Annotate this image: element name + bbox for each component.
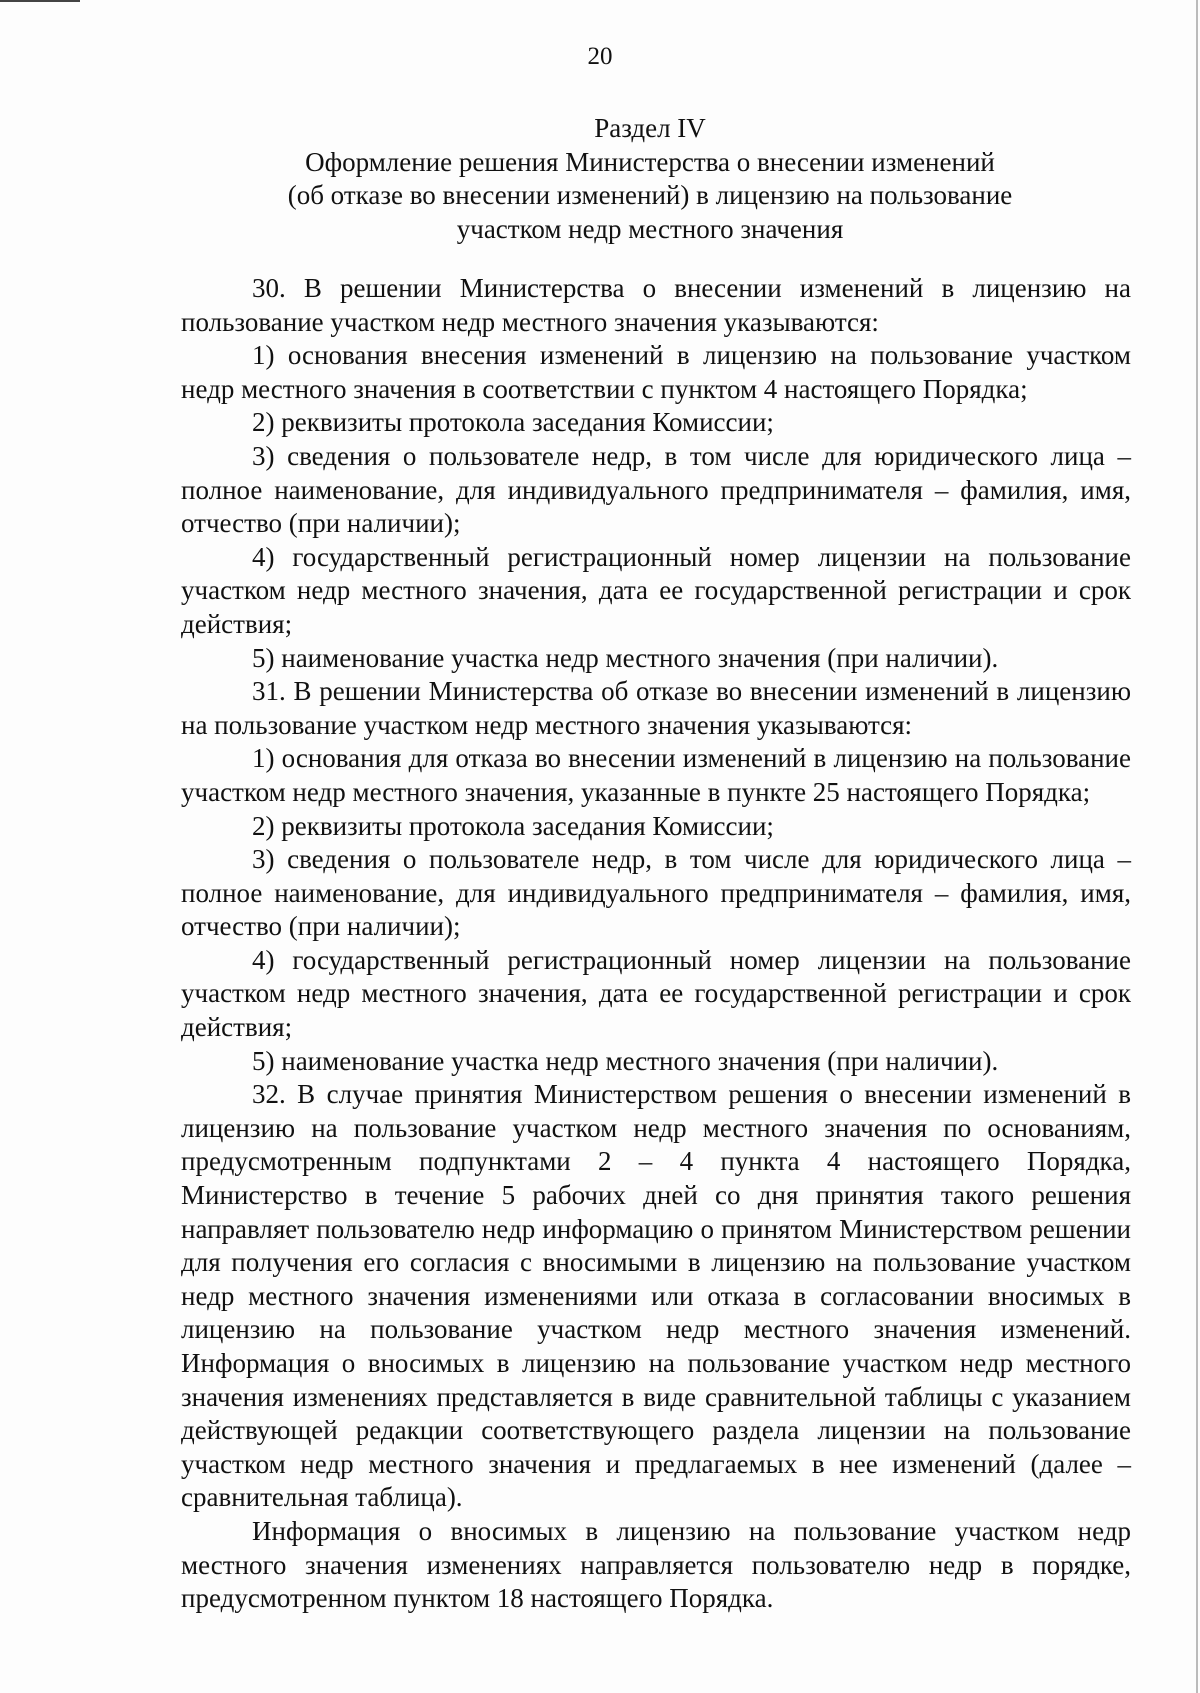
paragraph: 5) наименование участка недр местного значения (при наличии).: [252, 642, 999, 673]
scan-edge-mark: [1196, 0, 1198, 1693]
paragraph: 2) реквизиты протокола заседания Комиссии;: [252, 407, 774, 438]
paragraph: 31. В решении Министерства об отказе во внесении изменений в лицензию на пользование участком недр местного значения указываются:: [181, 676, 1131, 740]
section-subtitle-line: (об отказе во внесении изменений) в лицензию на пользование: [287, 180, 1013, 210]
paragraph: 2) реквизиты протокола заседания Комиссии;: [252, 810, 774, 841]
document-body: [181, 272, 1131, 1616]
paragraph: 4) государственный регистрационный номер лицензии на пользование участком недр местного значения, дата ее государственной регистрации и срок действия;: [181, 541, 1131, 639]
section-heading: [180, 112, 1120, 246]
section-subtitle-line: участком недр местного значения: [456, 213, 844, 244]
scan-edge-mark: [0, 0, 80, 2]
section-title: Раздел IV: [594, 113, 706, 143]
paragraph: 32. В случае принятия Министерством решения о внесении изменений в лицензию на пользование участком недр местного значения по основаниям, предусмотренным подпунктами 2 – 4 пункта 4 настоящего Порядка, Министерство в течение 5 рабочих дней со дня принятия такого решения направляет пользователю недр информацию о принятом Министерством решении для получения его согласия с вносимыми в лицензию на пользование участком недр местного значения изменениями или отказа в согласовании вносимых в лицензию на пользование участком недр местного значения изменений. Информация о вносимых в лицензию на пользование участком недр местного значения изменениях представляется в виде сравнительной таблицы с указанием действующей редакции соответствующего раздела лицензии на пользование участком недр местного значения и предлагаемых в нее изменений (далее – сравнительная таблица).: [181, 1079, 1131, 1513]
paragraph: 1) основания внесения изменений в лицензию на пользование участком недр местного значения в соответствии с пунктом 4 настоящего Порядка;: [181, 340, 1131, 404]
section-subtitle-line: Оформление решения Министерства о внесении изменений: [305, 146, 995, 177]
page-number: 20: [587, 43, 613, 70]
paragraph: 4) государственный регистрационный номер лицензии на пользование участком недр местного значения, дата ее государственной регистрации и срок действия;: [181, 944, 1131, 1043]
paragraph: 1) основания для отказа во внесении изменений в лицензию на пользование участком недр местного значения, указанные в пункте 25 настоящего Порядка;: [181, 743, 1131, 807]
paragraph: 5) наименование участка недр местного значения (при наличии).: [252, 1045, 999, 1076]
paragraph: Информация о вносимых в лицензию на пользование участком недр местного значения изменениях направляется пользователю недр в порядке, предусмотренном пунктом 18 настоящего Порядка.: [181, 1515, 1131, 1614]
paragraph: 30. В решении Министерства о внесении изменений в лицензию на пользование участком недр местного значения указываются:: [181, 273, 1131, 337]
paragraph: 3) сведения о пользователе недр, в том числе для юридического лица – полное наименование, для индивидуального предпринимателя – фамилия, имя, отчество (при наличии);: [181, 844, 1131, 942]
paragraph: 3) сведения о пользователе недр, в том числе для юридического лица – полное наименование, для индивидуального предпринимателя – фамилия, имя, отчество (при наличии);: [181, 440, 1131, 539]
